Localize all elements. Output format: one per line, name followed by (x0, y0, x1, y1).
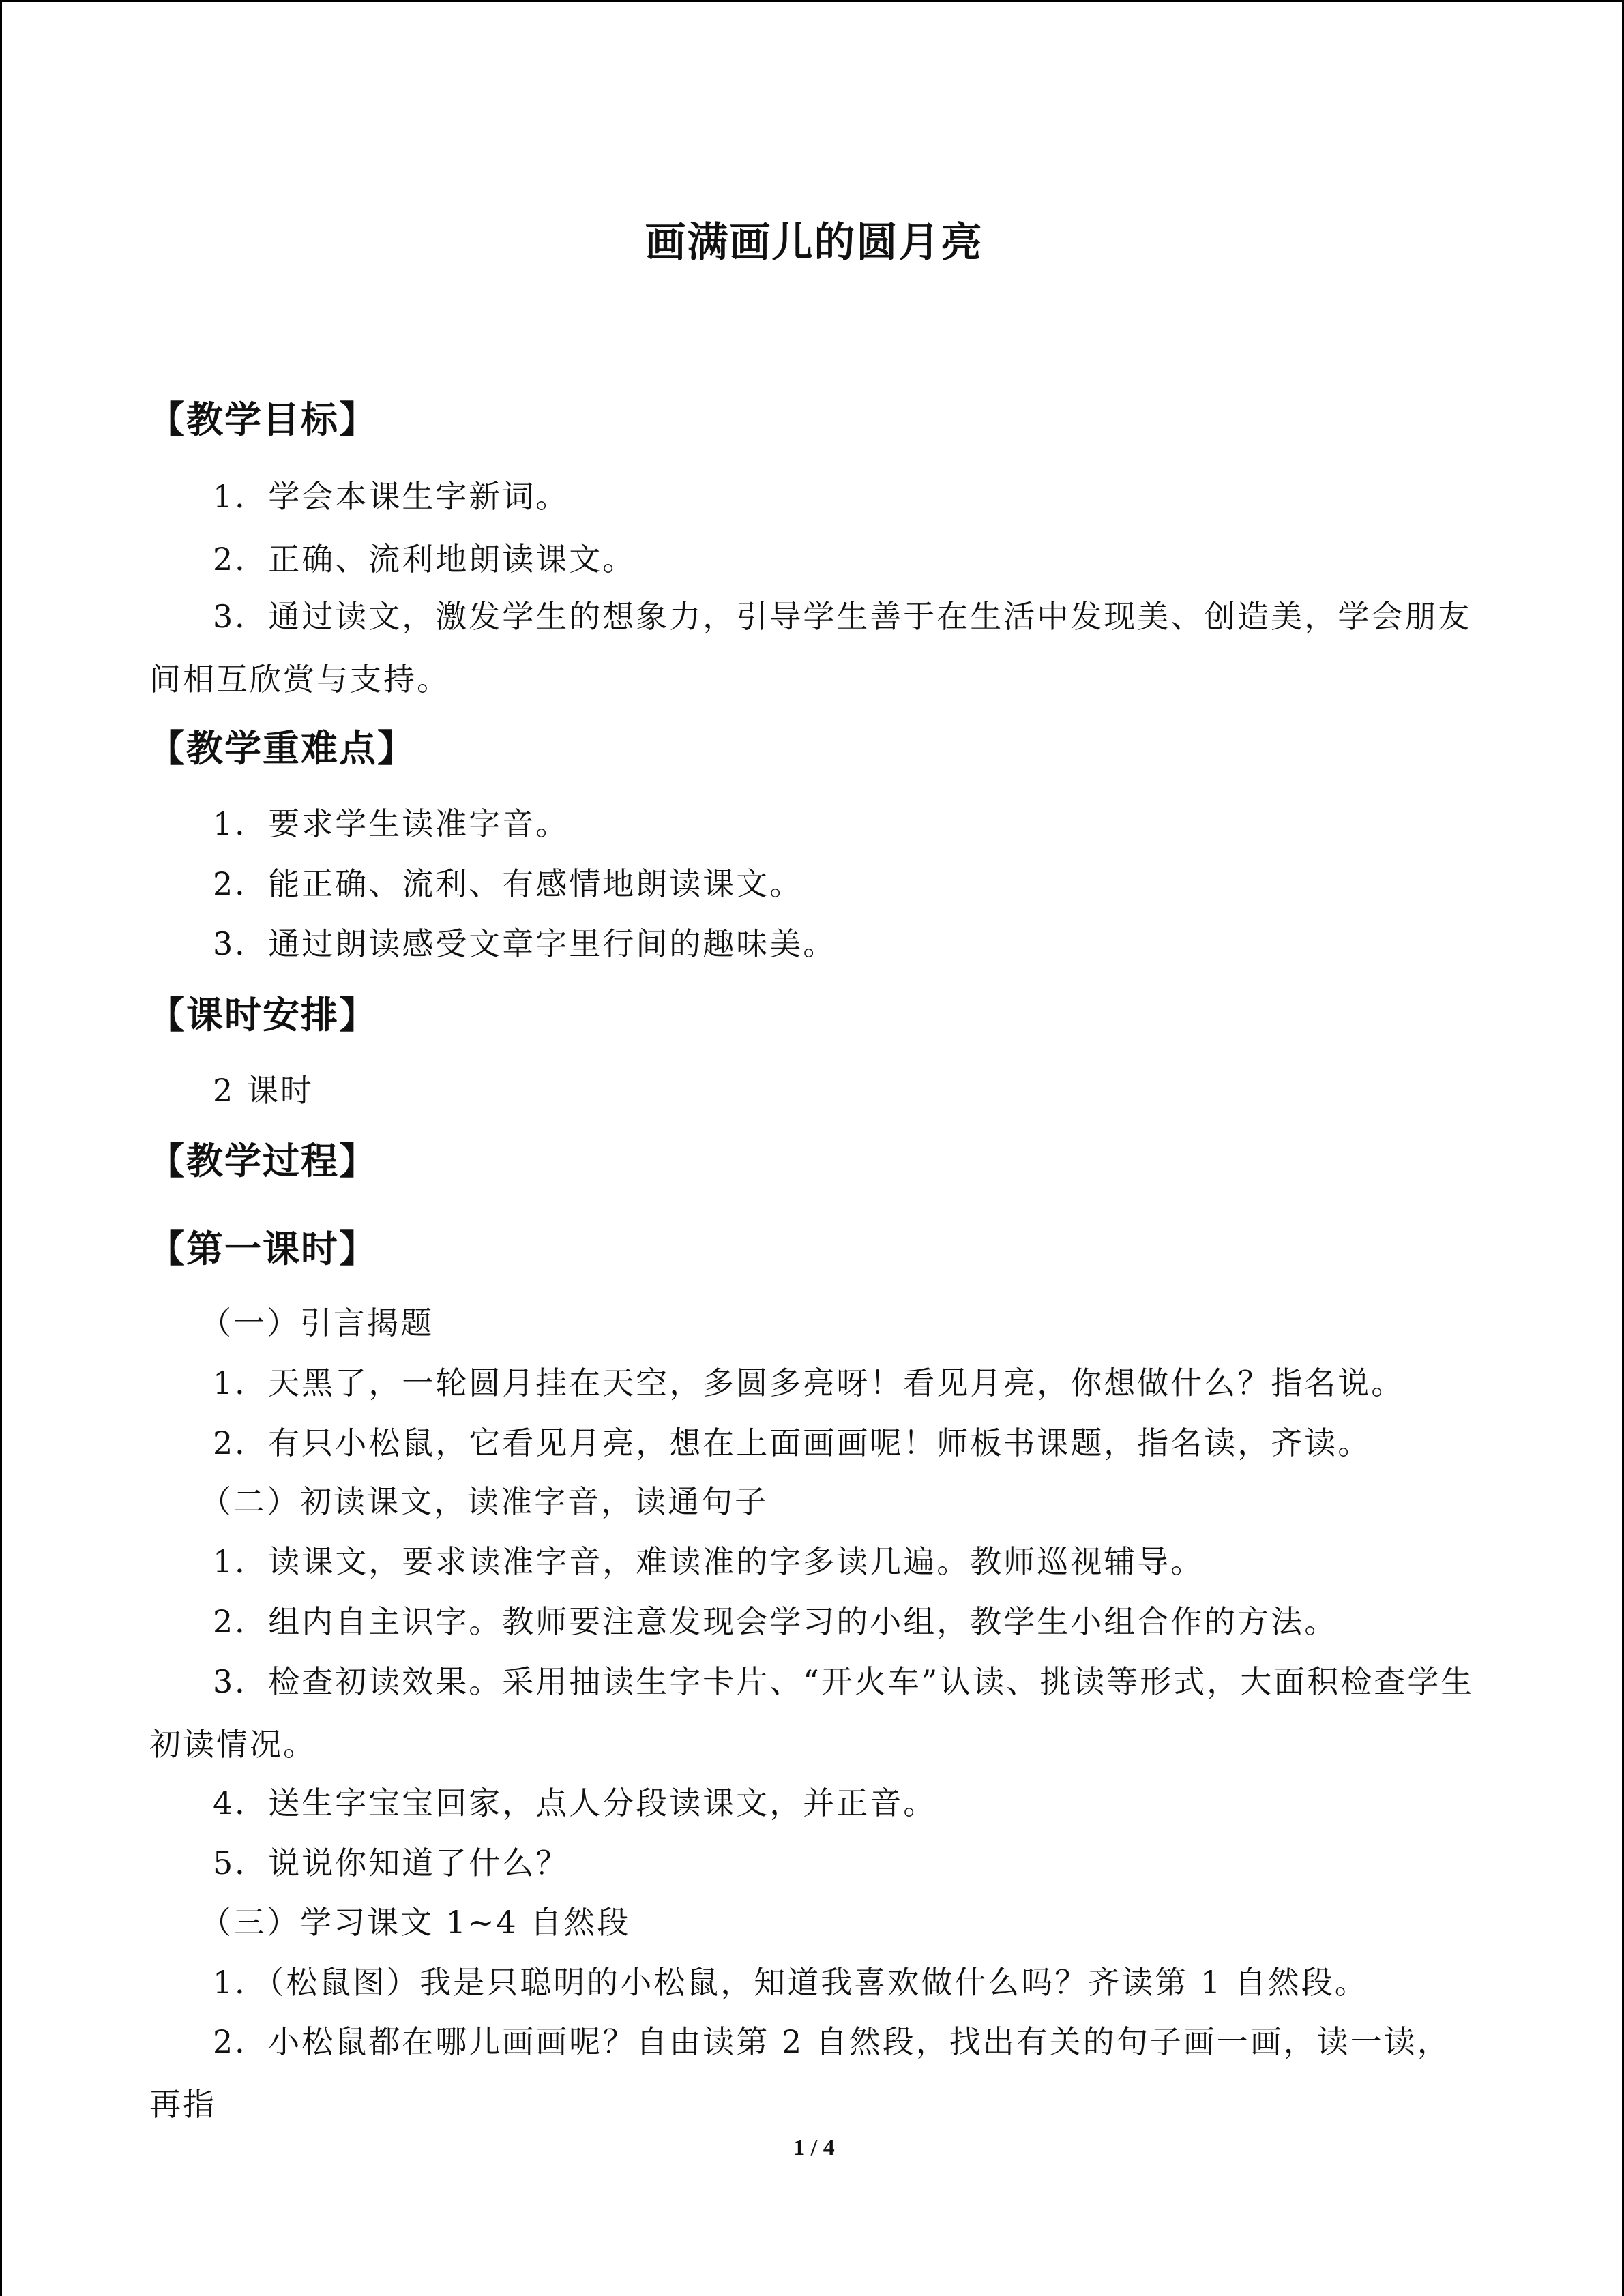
keypoint-item-2: 2．能正确、流利、有感情地朗读课文。 (213, 865, 803, 902)
lesson-subheading-2: （二）初读课文，读准字音，读通句子 (200, 1483, 768, 1520)
keypoint-item-3: 3．通过朗读感受文章字里行间的趣味美。 (213, 925, 837, 962)
keypoint-item-1: 1．要求学生读准字音。 (213, 805, 570, 842)
lesson-item: 4．送生字宝宝回家，点人分段读课文，并正音。 (213, 1785, 937, 1821)
heading-first-lesson: 【第一课时】 (148, 1227, 377, 1270)
heading-schedule: 【课时安排】 (148, 994, 377, 1037)
lesson-item: 5．说说你知道了什么？ (213, 1845, 570, 1881)
document-title: 画满画儿的圆月亮 (645, 219, 984, 267)
lesson-subheading-1: （一）引言揭题 (200, 1304, 434, 1341)
goal-item-1: 1．学会本课生字新词。 (213, 478, 570, 515)
heading-teaching-process: 【教学过程】 (148, 1139, 377, 1182)
lesson-item: 2．组内自主识字。教师要注意发现会学习的小组，教学生小组合作的方法。 (213, 1603, 1338, 1640)
lesson-item: 1．天黑了，一轮圆月挂在天空，多圆多亮呀！看见月亮，你想做什么？指名说。 (213, 1365, 1405, 1401)
lesson-item: 2．有只小松鼠，它看见月亮，想在上面画画呢！师板书课题，指名读，齐读。 (213, 1425, 1372, 1461)
lesson-item: 2．小松鼠都在哪儿画画呢？自由读第 2 自然段，找出有关的句子画一画，读一读，再指 (149, 2023, 1451, 2123)
lesson-item: 3．检查初读效果。采用抽读生字卡片、“开火车”认读、挑读等形式，大面积检查学生初读情况。 (149, 1663, 1475, 1763)
goal-item-3: 3．通过读文，激发学生的想象力，引导学生善于在生活中发现美、创造美，学会朋友间相互欣赏与支持。 (149, 598, 1472, 698)
lesson-item: 1．读课文，要求读准字音，难读准的字多读几遍。教师巡视辅导。 (213, 1543, 1205, 1580)
goal-item-2: 2．正确、流利地朗读课文。 (213, 541, 636, 578)
heading-key-difficult-points: 【教学重难点】 (148, 727, 415, 770)
heading-teaching-goals: 【教学目标】 (148, 398, 377, 441)
lesson-subheading-3: （三）学习课文 1~4 自然段 (200, 1904, 631, 1941)
schedule-text: 2 课时 (213, 1072, 314, 1109)
lesson-item: 1．（松鼠图）我是只聪明的小松鼠，知道我喜欢做什么吗？齐读第 1 自然段。 (213, 1964, 1368, 2001)
page-number: 1 / 4 (793, 2135, 835, 2160)
